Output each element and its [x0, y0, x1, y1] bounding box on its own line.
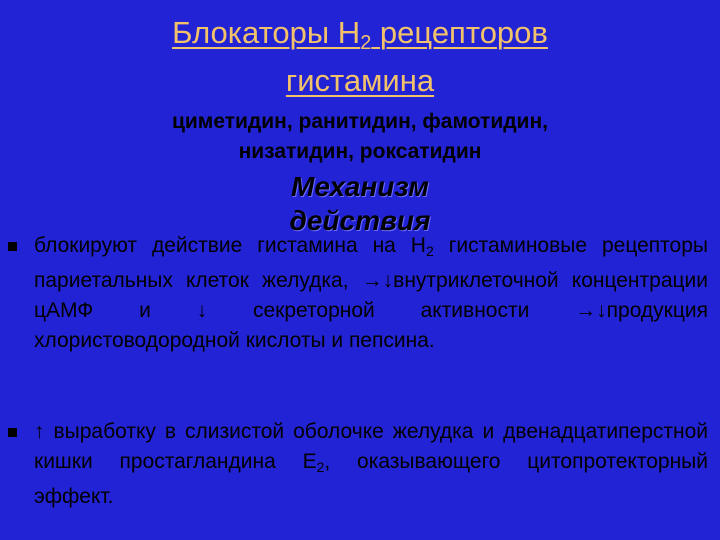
bullet-2-part-b: , оказывающего цитопротекторный эффект. [34, 450, 708, 508]
title-text-a: Блокаторы H [172, 15, 361, 50]
bullet-item-2 [8, 417, 708, 512]
mechanism-heading [0, 170, 720, 238]
mechanism-heading-line-1: Механизм [291, 171, 429, 202]
bullet-1-part-b: гистаминовые рецепторы париетальных клеток желудка, →↓внутриклеточной концентрации цАМФ и ↓ секреторной активности →↓продукция хлористоводородной кислоты и пепсина. [34, 234, 709, 352]
drug-list-line-2: низатидин, роксатидин [238, 140, 482, 163]
bullet-item-1 [8, 231, 708, 356]
drug-list [0, 107, 720, 167]
bullet-2-part-a: ↑ выработку в слизистой оболочке желудка и двенадцатиперстной кишки простагландина Е [34, 420, 708, 473]
title-line-2: гистамина [285, 63, 435, 98]
mechanism-heading-line-2: действия [289, 205, 431, 236]
bullet-1-part-a: блокируют действие гистамина на Н [34, 234, 426, 257]
title-line-1 [0, 14, 720, 62]
title-text-b: рецепторов [371, 15, 548, 50]
bullet-text-2 [34, 417, 708, 512]
bullet-2-subscript: 2 [316, 459, 325, 475]
title-subscript: 2 [360, 32, 372, 54]
bullet-text-1 [34, 231, 708, 356]
drug-list-line-1: циметидин, ранитидин, фамотидин, [171, 110, 548, 133]
bullet-marker [8, 242, 17, 251]
bullet-1-subscript: 2 [425, 243, 434, 259]
slide-title [0, 14, 720, 100]
bullet-marker [8, 428, 17, 437]
